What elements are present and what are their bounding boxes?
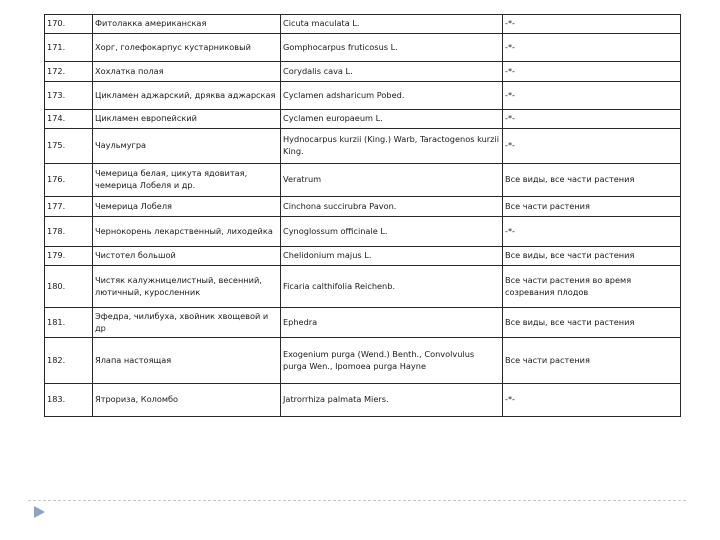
- latin-name: Veratrum: [281, 164, 503, 197]
- triangle-right-icon[interactable]: [32, 504, 46, 518]
- toxic-parts: -*-: [503, 217, 681, 247]
- row-number: 170.: [45, 15, 93, 34]
- latin-name: Jatrorrhiza palmata Miers.: [281, 384, 503, 417]
- latin-name: Ficaria calthifolia Reichenb.: [281, 266, 503, 308]
- row-number: 183.: [45, 384, 93, 417]
- row-number: 182.: [45, 338, 93, 384]
- toxic-parts: Все виды, все части растения: [503, 247, 681, 266]
- toxic-parts: Все виды, все части растения: [503, 308, 681, 338]
- latin-name: Ephedra: [281, 308, 503, 338]
- table-row: [45, 15, 681, 34]
- russian-name: Цикламен аджарский, дряква аджарская: [93, 82, 281, 110]
- toxic-parts: -*-: [503, 62, 681, 82]
- toxic-parts: Все части растения: [503, 197, 681, 217]
- russian-name: Чаульмугра: [93, 129, 281, 164]
- russian-name: Ялапа настоящая: [93, 338, 281, 384]
- toxic-parts: Все части растения во время созревания плодов: [503, 266, 681, 308]
- latin-name: Cicuta maculata L.: [281, 15, 503, 34]
- triangle-right-icon-graphic: [32, 505, 46, 519]
- row-number: 176.: [45, 164, 93, 197]
- latin-name: Cyclamen europaeum L.: [281, 110, 503, 129]
- toxic-parts: Все виды, все части растения: [503, 164, 681, 197]
- russian-name: Чемерица Лобеля: [93, 197, 281, 217]
- toxic-parts: -*-: [503, 110, 681, 129]
- table-row: [45, 197, 681, 217]
- row-number: 175.: [45, 129, 93, 164]
- row-number: 171.: [45, 34, 93, 62]
- table-row: [45, 266, 681, 308]
- latin-name: Hydnocarpus kurzii (King.) Warb, Taractogenos kurzii King.: [281, 129, 503, 164]
- russian-name: Цикламен европейский: [93, 110, 281, 129]
- russian-name: Чернокорень лекарственный, лиходейка: [93, 217, 281, 247]
- row-number: 180.: [45, 266, 93, 308]
- russian-name: Фитолакка американская: [93, 15, 281, 34]
- latin-name: Cinchona succirubra Pavon.: [281, 197, 503, 217]
- row-number: 179.: [45, 247, 93, 266]
- table-row: [45, 110, 681, 129]
- latin-name: Cyclamen adsharicum Pobed.: [281, 82, 503, 110]
- row-number: 174.: [45, 110, 93, 129]
- table-row: [45, 129, 681, 164]
- table-row: [45, 217, 681, 247]
- table-row: [45, 338, 681, 384]
- latin-name: Gomphocarpus fruticosus L.: [281, 34, 503, 62]
- toxic-parts: -*-: [503, 34, 681, 62]
- russian-name: Чистотел большой: [93, 247, 281, 266]
- row-number: 181.: [45, 308, 93, 338]
- russian-name: Ятрориза, Коломбо: [93, 384, 281, 417]
- russian-name: Хохлатка полая: [93, 62, 281, 82]
- latin-name: Cynoglossum officinale L.: [281, 217, 503, 247]
- latin-name: Chelidonium majus L.: [281, 247, 503, 266]
- toxic-parts: -*-: [503, 384, 681, 417]
- russian-name: Чистяк калужницелистный, весенний, лютичный, куросленник: [93, 266, 281, 308]
- latin-name: Corydalis cava L.: [281, 62, 503, 82]
- toxic-parts: -*-: [503, 82, 681, 110]
- toxic-parts: -*-: [503, 15, 681, 34]
- table-row: [45, 34, 681, 62]
- latin-name: Exogenium purga (Wend.) Benth., Convolvulus purga Wen., Ipomoea purga Hayne: [281, 338, 503, 384]
- toxic-parts: Все части растения: [503, 338, 681, 384]
- table-row: [45, 384, 681, 417]
- table-row: [45, 82, 681, 110]
- row-number: 172.: [45, 62, 93, 82]
- footer-divider: [28, 500, 686, 501]
- table-row: [45, 62, 681, 82]
- table-row: [45, 308, 681, 338]
- row-number: 178.: [45, 217, 93, 247]
- row-number: 177.: [45, 197, 93, 217]
- table-row: [45, 247, 681, 266]
- poisonous-plants-table: [44, 14, 681, 417]
- russian-name: Эфедра, чилибуха, хвойник хвощевой и др: [93, 308, 281, 338]
- russian-name: Хорг, голефокарпус кустарниковый: [93, 34, 281, 62]
- russian-name: Чемерица белая, цикута ядовитая, чемерица Лобеля и др.: [93, 164, 281, 197]
- row-number: 173.: [45, 82, 93, 110]
- table-row: [45, 164, 681, 197]
- toxic-parts: -*-: [503, 129, 681, 164]
